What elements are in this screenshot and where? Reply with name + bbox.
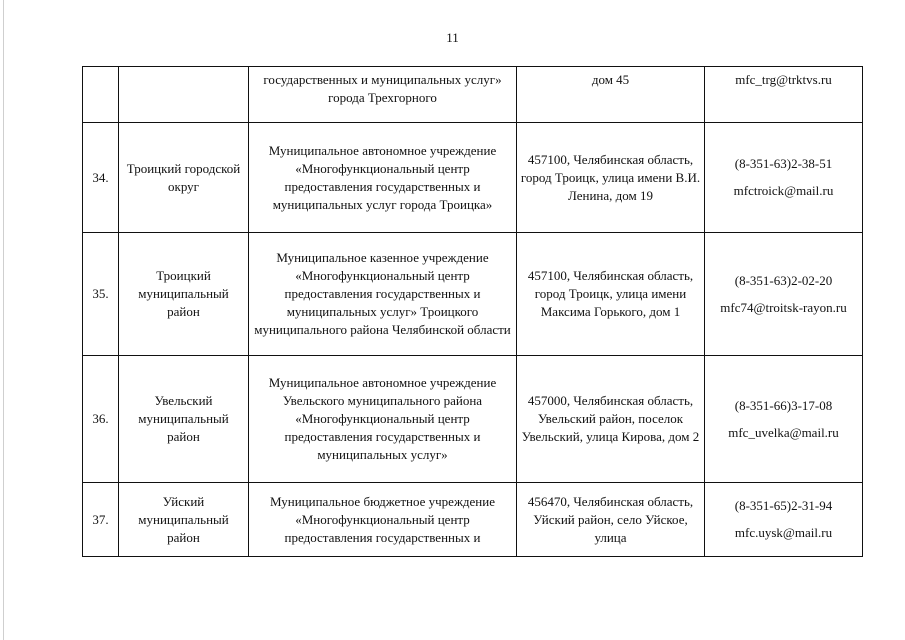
table-row-continuation — [83, 67, 863, 123]
contacts-cell — [705, 123, 863, 233]
row-number-cell — [83, 67, 119, 123]
phone-text: (8-351-66)3-17-08 — [734, 397, 833, 413]
district-cell: Троицкий муниципальный район — [119, 233, 249, 356]
institution-cell: Муниципальное бюджетное учреждение «Многофункциональный центр предоставления государственных и — [249, 483, 517, 557]
contacts-cell — [705, 67, 863, 123]
row-number-cell: 36. — [83, 356, 119, 483]
contacts-cell — [705, 356, 863, 483]
institution-cell: Муниципальное автономное учреждение «Многофункциональный центр предоставления государственных и муниципальных услуг города Троицка» — [249, 123, 517, 233]
table-row-37 — [83, 483, 863, 557]
district-cell — [119, 67, 249, 123]
row-number-cell: 34. — [83, 123, 119, 233]
table-row-34 — [83, 123, 863, 233]
table-row-36 — [83, 356, 863, 483]
email-text: mfc_trg@trktvs.ru — [735, 72, 832, 87]
email-text: mfc.uysk@mail.ru — [734, 525, 833, 540]
page-number: 11 — [446, 30, 459, 45]
institution-cell: государственных и муниципальных услуг» города Трехгорного — [249, 67, 517, 123]
row-number-cell: 37. — [83, 483, 119, 557]
email-text: mfctroick@mail.ru — [733, 183, 834, 198]
district-cell: Увельский муниципальный район — [119, 356, 249, 483]
address-cell: 457100, Челябинская область, город Троицк, улица имени Максима Горького, дом 1 — [517, 233, 705, 356]
mfc-table — [82, 66, 863, 557]
row-number-cell: 35. — [83, 233, 119, 356]
address-cell: 457100, Челябинская область, город Троицк, улица имени В.И. Ленина, дом 19 — [517, 123, 705, 233]
address-cell: 457000, Челябинская область, Увельский район, поселок Увельский, улица Кирова, дом 2 — [517, 356, 705, 483]
contacts-cell — [705, 483, 863, 557]
email-text: mfc_uvelka@mail.ru — [728, 424, 839, 440]
district-cell: Троицкий городской округ — [119, 123, 249, 233]
address-cell: дом 45 — [517, 67, 705, 123]
phone-text: (8-351-63)2-38-51 — [734, 156, 833, 171]
contacts-cell — [705, 233, 863, 356]
institution-cell: Муниципальное автономное учреждение Увельского муниципального района «Многофункциональный центр предоставления государственных и муниципальных услуг» — [249, 356, 517, 483]
district-cell: Уйский муниципальный район — [119, 483, 249, 557]
phone-text: (8-351-63)2-02-20 — [734, 272, 833, 288]
phone-text: (8-351-65)2-31-94 — [734, 498, 833, 513]
table-row-35 — [83, 233, 863, 356]
address-cell: 456470, Челябинская область, Уйский район, село Уйское, улица — [517, 483, 705, 557]
page-edge-line — [3, 0, 4, 640]
email-text: mfc74@troitsk-rayon.ru — [720, 299, 847, 315]
institution-cell: Муниципальное казенное учреждение «Многофункциональный центр предоставления государственных и муниципальных услуг» Троицкого муниципального района Челябинской области — [249, 233, 517, 356]
